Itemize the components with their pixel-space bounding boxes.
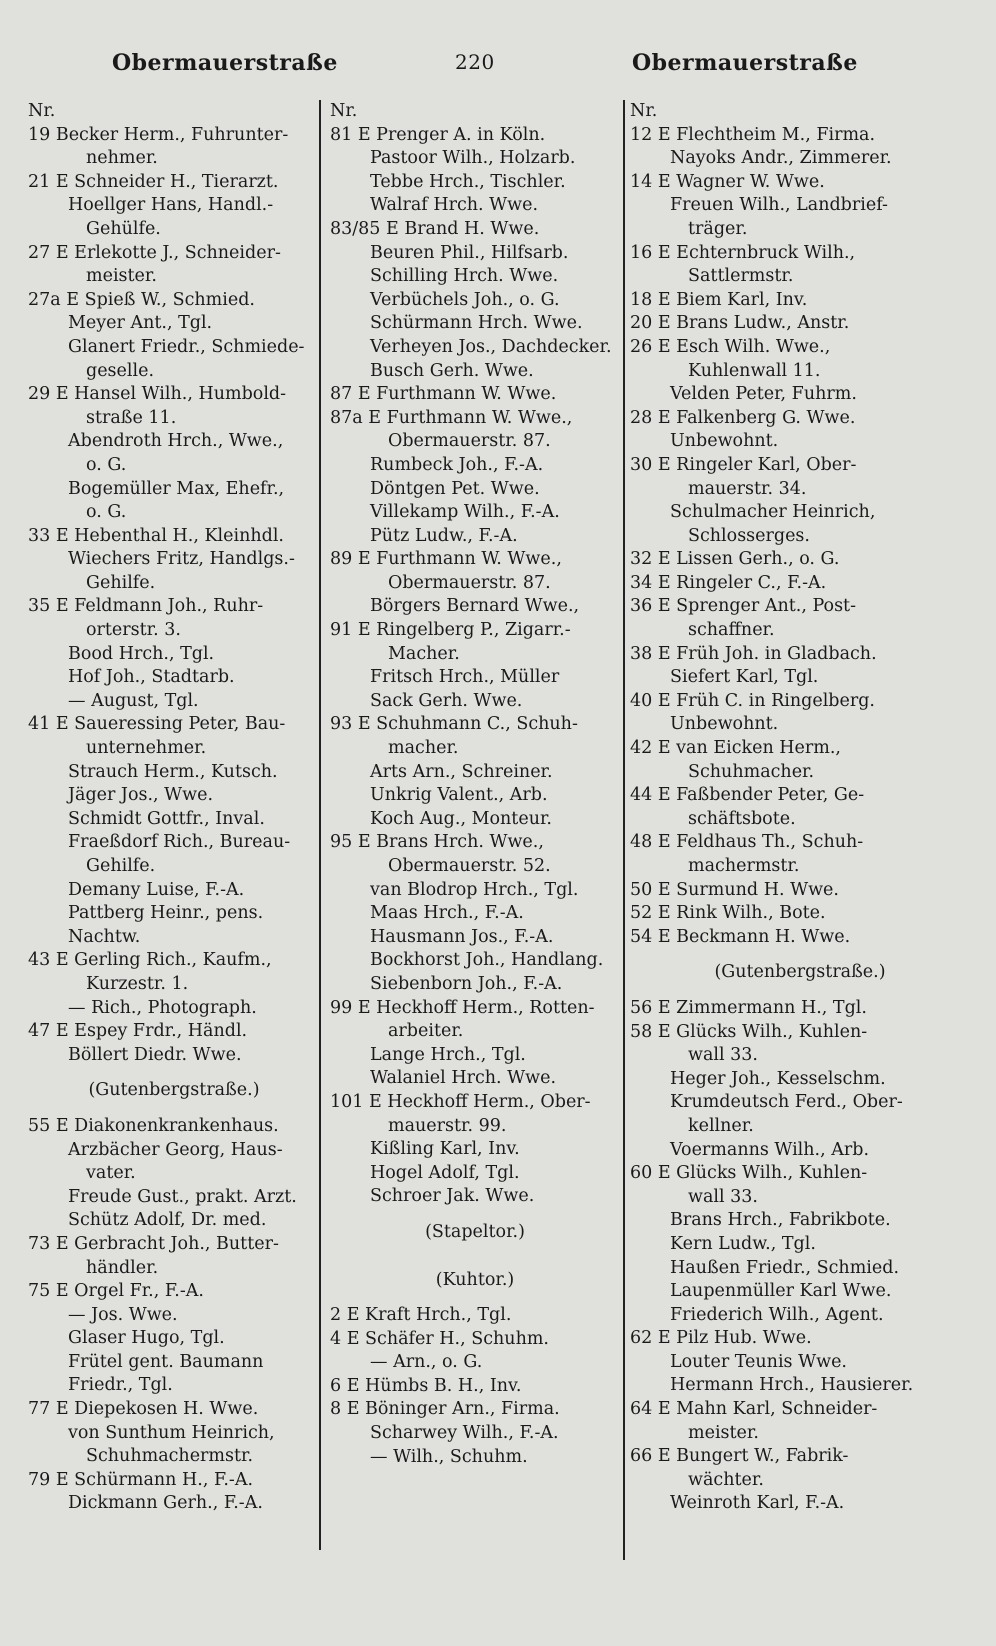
entry-line: Nayoks Andr., Zimmerer. (670, 148, 892, 169)
entry-line: Hoellger Hans, Handl.- (68, 195, 274, 216)
entry-line: Freuen Wilh., Landbrief- (670, 195, 888, 216)
entry-line: Kern Ludw., Tgl. (670, 1233, 816, 1254)
entry-line: 6 E Hümbs B. H., Inv. (330, 1375, 522, 1396)
entry-line: Arts Arn., Schreiner. (370, 761, 553, 782)
entry-line: Kurzestr. 1. (86, 973, 189, 994)
entry-line: 93 E Schuhmann C., Schuh- (330, 714, 578, 735)
entry-line: Friederich Wilh., Agent. (670, 1304, 884, 1325)
entry-line: machermstr. (688, 856, 800, 876)
entry-line: wall 33. (688, 1045, 758, 1066)
entry-line: Böllert Diedr. Wwe. (68, 1044, 242, 1065)
entry-line: 28 E Falkenberg G. Wwe. (630, 407, 856, 428)
entry-line: Schilling Hrch. Wwe. (370, 266, 559, 287)
entry-line: 87 E Furthmann W. Wwe. (330, 384, 557, 405)
entry-line: Pastoor Wilh., Holzarb. (370, 148, 576, 169)
entry-line: 27a E Spieß W., Schmied. (28, 289, 255, 310)
entry-line: Dickmann Gerh., F.-A. (68, 1493, 263, 1514)
entry-line: Abendroth Hrch., Wwe., (68, 431, 284, 452)
entry-line: 12 E Flechtheim M., Firma. (630, 124, 876, 145)
entry-line: Busch Gerh. Wwe. (370, 360, 534, 381)
entry-line: Unkrig Valent., Arb. (370, 785, 548, 806)
entry-line: straße 11. (86, 407, 177, 428)
entry-line: 95 E Brans Hrch. Wwe., (330, 832, 544, 853)
entry-line: 64 E Mahn Karl, Schneider- (630, 1399, 878, 1420)
entry-line: 73 E Gerbracht Joh., Butter- (28, 1233, 279, 1254)
running-head-left: Obermauerstraße (112, 50, 338, 76)
section-heading: (Stapeltor.) (425, 1221, 525, 1242)
entry-line: 19 Becker Herm., Fuhrunter- (28, 124, 289, 145)
entry-line: Kißling Karl, Inv. (370, 1139, 520, 1160)
entry-line: 29 E Hansel Wilh., Humbold- (28, 384, 287, 405)
entry-line: Hogel Adolf, Tgl. (370, 1162, 520, 1183)
entry-line: Wiechers Fritz, Handlgs.- (68, 549, 295, 570)
entry-line: mauerstr. 99. (388, 1115, 507, 1136)
entry-line: Sack Gerh. Wwe. (370, 690, 523, 711)
column-2 (330, 100, 620, 1469)
entry-line: — Jos. Wwe. (68, 1304, 178, 1325)
entry-line: Nr. (330, 101, 358, 121)
entry-line: Strauch Herm., Kutsch. (68, 761, 278, 782)
entry-line: Jäger Jos., Wwe. (68, 785, 214, 806)
entry-line: Beuren Phil., Hilfsarb. (370, 242, 569, 263)
entry-line: macher. (388, 738, 459, 759)
entry-line: arbeiter. (388, 1021, 464, 1042)
entry-line: 47 E Espey Frdr., Händl. (28, 1021, 248, 1042)
entry-line: Schmidt Gottfr., Inval. (68, 808, 265, 829)
entry-line: 32 E Lissen Gerh., o. G. (630, 549, 840, 570)
entry-line: Lange Hrch., Tgl. (370, 1044, 526, 1065)
entry-line: händler. (86, 1257, 159, 1278)
entry-line: 4 E Schäfer H., Schuhm. (330, 1328, 549, 1349)
entry-line: Friedr., Tgl. (68, 1375, 173, 1396)
entry-line: Schürmann Hrch. Wwe. (370, 313, 583, 334)
entry-line: Schlosserges. (688, 525, 810, 546)
entry-line: Siefert Karl, Tgl. (670, 667, 819, 688)
entry-line: 56 E Zimmermann H., Tgl. (630, 997, 867, 1018)
entry-line: 91 E Ringelberg P., Zigarr.- (330, 620, 571, 641)
entry-line: Haußen Friedr., Schmied. (670, 1257, 900, 1278)
entry-line: von Sunthum Heinrich, (68, 1422, 275, 1443)
entry-line: Börgers Bernard Wwe., (370, 596, 580, 617)
entry-line: 42 E van Eicken Herm., (630, 738, 841, 759)
entry-line: 55 E Diakonenkrankenhaus. (28, 1115, 279, 1136)
entry-line: 27 E Erlekotte J., Schneider- (28, 242, 281, 263)
entry-line: 48 E Feldhaus Th., Schuh- (630, 832, 864, 853)
entry-line: unternehmer. (86, 738, 207, 759)
entry-line: schäftsbote. (688, 808, 796, 829)
entry-line: Sattlermstr. (688, 266, 794, 287)
entry-line: Brans Hrch., Fabrikbote. (670, 1210, 891, 1231)
entry-line: 33 E Hebenthal H., Kleinhdl. (28, 525, 284, 546)
entry-line: Gehülfe. (86, 218, 161, 239)
entry-line: Döntgen Pet. Wwe. (370, 478, 540, 499)
entry-line: 81 E Prenger A. in Köln. (330, 124, 546, 145)
entry-line: 36 E Sprenger Ant., Post- (630, 596, 856, 617)
entry-line: Meyer Ant., Tgl. (68, 313, 213, 334)
page-number: 220 (455, 50, 495, 74)
entry-line: Nr. (28, 101, 56, 121)
entry-line: meister. (86, 266, 157, 287)
entry-line: 40 E Früh C. in Ringelberg. (630, 690, 875, 711)
entry-line: Schroer Jak. Wwe. (370, 1186, 535, 1207)
entry-line: Maas Hrch., F.-A. (370, 903, 524, 924)
entry-line: 60 E Glücks Wilh., Kuhlen- (630, 1163, 868, 1184)
entry-line: Louter Teunis Wwe. (670, 1351, 847, 1372)
entry-line: Bockhorst Joh., Handlang. (370, 950, 604, 971)
entry-line: Gehilfe. (86, 856, 156, 876)
entry-line: Unbewohnt. (670, 714, 779, 735)
entry-line: Obermauerstr. 87. (388, 431, 551, 452)
entry-line: Walraf Hrch. Wwe. (370, 195, 539, 216)
entry-line: Fritsch Hrch., Müller (370, 667, 560, 688)
entry-line: Glanert Friedr., Schmiede- (68, 336, 305, 357)
entry-line: — Arn., o. G. (370, 1352, 483, 1373)
entry-line: van Blodrop Hrch., Tgl. (370, 879, 579, 900)
entry-line: 87a E Furthmann W. Wwe., (330, 407, 573, 428)
entry-line: 43 E Gerling Rich., Kaufm., (28, 950, 272, 971)
entry-line: 2 E Kraft Hrch., Tgl. (330, 1305, 512, 1326)
entry-line: 77 E Diepekosen H. Wwe. (28, 1399, 259, 1420)
entry-line: Bood Hrch., Tgl. (68, 643, 215, 664)
entry-line: 38 E Früh Joh. in Gladbach. (630, 643, 877, 664)
column-3 (630, 100, 970, 1516)
entry-line: Schütz Adolf, Dr. med. (68, 1210, 267, 1231)
entry-line: wächter. (688, 1469, 764, 1490)
entry-line: Voermanns Wilh., Arb. (670, 1139, 870, 1160)
entry-line: Arzbächer Georg, Haus- (68, 1139, 283, 1160)
entry-line: Unbewohnt. (670, 431, 779, 452)
section-heading: (Gutenbergstraße.) (714, 962, 886, 983)
entry-line: wall 33. (688, 1186, 758, 1207)
column-1 (28, 100, 320, 1516)
entry-line: 83/85 E Brand H. Wwe. (330, 218, 540, 239)
entry-line: Walaniel Hrch. Wwe. (370, 1068, 557, 1089)
entry-line: Schuhmachermstr. (86, 1446, 254, 1467)
entry-line: 54 E Beckmann H. Wwe. (630, 926, 851, 947)
entry-line: Hausmann Jos., F.-A. (370, 926, 554, 947)
entry-line: Frütel gent. Baumann (68, 1351, 264, 1372)
entry-line: Pattberg Heinr., pens. (68, 903, 264, 924)
entry-line: Freude Gust., prakt. Arzt. (68, 1186, 297, 1207)
entry-line: Obermauerstr. 52. (388, 856, 551, 876)
entry-line: Koch Aug., Monteur. (370, 808, 552, 829)
entry-line: Krumdeutsch Ferd., Ober- (670, 1092, 903, 1113)
entry-line: Villekamp Wilh., F.-A. (370, 502, 560, 523)
entry-line: Pütz Ludw., F.-A. (370, 525, 518, 546)
entry-line: Schuhmacher. (688, 761, 815, 782)
entry-line: Verheyen Jos., Dachdecker. (370, 336, 612, 357)
running-head-right: Obermauerstraße (632, 50, 858, 76)
column-divider (623, 100, 625, 1560)
entry-line: 79 E Schürmann H., F.-A. (28, 1469, 254, 1490)
section-heading: (Kuhtor.) (435, 1269, 515, 1290)
entry-line: orterstr. 3. (86, 620, 181, 641)
entry-line: Demany Luise, F.-A. (68, 879, 245, 900)
entry-line: schaffner. (688, 620, 775, 641)
entry-line: 20 E Brans Ludw., Anstr. (630, 313, 850, 334)
entry-line: — Wilh., Schuhm. (370, 1446, 528, 1467)
entry-line: vater. (86, 1163, 136, 1184)
entry-line: Heger Joh., Kesselschm. (670, 1068, 886, 1089)
entry-line: Scharwey Wilh., F.-A. (370, 1423, 559, 1444)
entry-line: Glaser Hugo, Tgl. (68, 1328, 225, 1349)
entry-line: Verbüchels Joh., o. G. (370, 289, 560, 310)
entry-line: 62 E Pilz Hub. Wwe. (630, 1328, 812, 1349)
entry-line: Weinroth Karl, F.-A. (670, 1493, 845, 1514)
entry-line: 18 E Biem Karl, Inv. (630, 289, 808, 310)
entry-line: 101 E Heckhoff Herm., Ober- (330, 1091, 591, 1112)
entry-line: 52 E Rink Wilh., Bote. (630, 903, 826, 924)
entry-line: 14 E Wagner W. Wwe. (630, 171, 825, 192)
entry-line: träger. (688, 218, 748, 239)
entry-line: — Rich., Photograph. (68, 997, 257, 1018)
entry-line: 8 E Böninger Arn., Firma. (330, 1399, 560, 1420)
entry-line: 99 E Heckhoff Herm., Rotten- (330, 997, 595, 1018)
entry-line: 50 E Surmund H. Wwe. (630, 879, 839, 900)
entry-line: Velden Peter, Fuhrm. (670, 384, 857, 405)
entry-line: 35 E Feldmann Joh., Ruhr- (28, 596, 264, 617)
entry-line: Bogemüller Max, Ehefr., (68, 478, 285, 499)
entry-line: 44 E Faßbender Peter, Ge- (630, 785, 865, 806)
entry-line: nehmer. (86, 148, 158, 169)
entry-line: Fraeßdorf Rich., Bureau- (68, 832, 291, 853)
entry-line: geselle. (86, 360, 155, 381)
entry-line: Kuhlenwall 11. (688, 360, 821, 381)
entry-line: Nachtw. (68, 926, 141, 947)
entry-line: Rumbeck Joh., F.-A. (370, 454, 544, 475)
entry-line: 21 E Schneider H., Tierarzt. (28, 171, 279, 192)
entry-line: Hof Joh., Stadtarb. (68, 667, 235, 688)
entry-line: 30 E Ringeler Karl, Ober- (630, 454, 857, 475)
entry-line: o. G. (86, 502, 127, 523)
entry-line: — August, Tgl. (68, 690, 199, 711)
entry-line: o. G. (86, 454, 127, 475)
entry-line: 26 E Esch Wilh. Wwe., (630, 336, 831, 357)
section-heading: (Gutenbergstraße.) (88, 1080, 260, 1101)
entry-line: Siebenborn Joh., F.-A. (370, 973, 563, 994)
entry-line: mauerstr. 34. (688, 478, 807, 499)
entry-line: 16 E Echternbruck Wilh., (630, 242, 856, 263)
entry-line: kellner. (688, 1115, 754, 1136)
entry-line: Nr. (630, 101, 658, 121)
entry-line: Laupenmüller Karl Wwe. (670, 1281, 892, 1302)
entry-line: 89 E Furthmann W. Wwe., (330, 549, 562, 570)
entry-line: 34 E Ringeler C., F.-A. (630, 572, 827, 593)
entry-line: Macher. (388, 643, 460, 664)
entry-line: Schulmacher Heinrich, (670, 502, 876, 523)
entry-line: Tebbe Hrch., Tischler. (370, 171, 566, 192)
entry-line: 58 E Glücks Wilh., Kuhlen- (630, 1021, 868, 1042)
entry-line: 41 E Saueressing Peter, Bau- (28, 714, 286, 735)
entry-line: meister. (688, 1422, 759, 1443)
entry-line: 66 E Bungert W., Fabrik- (630, 1446, 849, 1467)
entry-line: 75 E Orgel Fr., F.-A. (28, 1281, 204, 1302)
entry-line: Obermauerstr. 87. (388, 572, 551, 593)
entry-line: Gehilfe. (86, 572, 156, 593)
entry-line: Hermann Hrch., Hausierer. (670, 1375, 914, 1396)
